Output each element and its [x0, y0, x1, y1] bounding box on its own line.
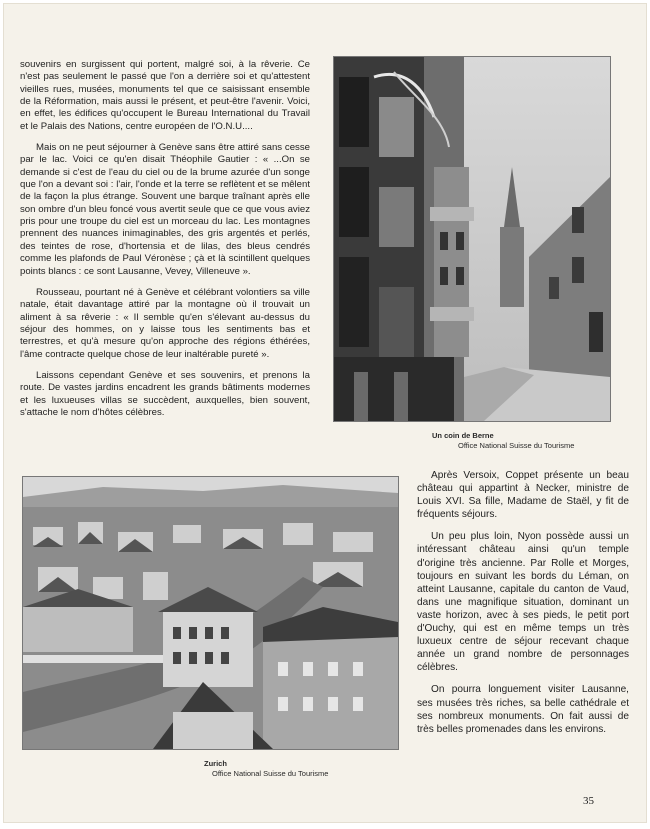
- zurich-photo: [22, 476, 399, 750]
- paragraph: Rousseau, pourtant né à Genève et célébrant volontiers sa ville natale, était davantage attiré par la montagne où il trouvait un aliment à sa rêverie : « Il semble qu'en s'élevant au-dessus du séjour des hommes, on y laisse tous les sentiments bas et terrestres, et qu'à mesure qu'on approche des régions éthérées, l'âme contracte quelque chose de leur inaltérable pureté ».: [20, 286, 310, 360]
- paragraph: Laissons cependant Genève et ses souvenirs, et prenons la route. De vastes jardins encadrent les grands bâtiments modernes et les luxueuses villas se succèdent, auxquelles, bien souvent, s'attache le nom d'hôtes célèbres.: [20, 369, 310, 418]
- caption-title: Zurich: [204, 759, 227, 768]
- paragraph: Mais on ne peut séjourner à Genève sans être attiré sans cesse par le lac. Voici ce qu'en disait Théophile Gautier : « ...On se demande si c'est de l'eau du ciel ou de la brume azurée d'un songe que l'on a devant soi : l'air, l'onde et la terre se reflètent et se mêlent de la façon la plus étrange. Souvent une barque traînant après elle son ombre d'un bleu foncé vous avertit seule que ce que vous aviez pris pour une troupe du ciel est un morceau du lac. Les montagnes prennent des nuances inimaginables, des gris argentés et perlés, des teintes de rose, d'hortensia et de lilas, des bleus cendrés comme les plafonds de Paul Véronèse ; çà et là scintillent quelques points blancs : ce sont Lausanne, Vevey, Villeneuve ».: [20, 142, 310, 277]
- paragraph: souvenirs en surgissent qui portent, malgré soi, à la rêverie. Ce n'est pas seulement le passé que l'on a derrière soi et qu'attestent vieilles rues, musées, monuments tel que ce saisissant ensemble de la Réformation, mais aussi le présent, et peut-être l'avenir. Voici, en effet, les édifices qu'occupent le Bureau International du Travail et le Palais des Nations, centre européen de l'O.N.U....: [20, 59, 310, 132]
- magazine-page: [3, 3, 647, 823]
- paragraph: Un peu plus loin, Nyon possède aussi un intéressant château ainsi qu'un temple d'origine très ancienne. Par Rolle et Morges, toujours en suivant les bords du Léman, on atteint Lausanne, capitale du canton de Vaud, dans une magnifique situation, dominant un vaste horizon, avec à ses pieds, le petit port d'Ouchy, qui est en même temps un très luxueux centre de séjour recevant chaque année un grand nombre de personnages célèbres.: [417, 531, 629, 674]
- right-text-column: [417, 469, 629, 745]
- left-text-column: [20, 59, 310, 428]
- zurich-city-illustration: [23, 477, 398, 749]
- caption-credit: Office National Suisse du Tourisme: [212, 769, 329, 778]
- page-number: 35: [583, 795, 594, 807]
- caption-title: Un coin de Berne: [432, 431, 494, 440]
- berne-photo-caption: [432, 431, 632, 451]
- zurich-photo-caption: [204, 759, 404, 779]
- paragraph: On pourra longuement visiter Lausanne, ses musées très riches, sa belle cathédrale et ses nombreux monuments. On fait aussi de très belles promenades dans les environs.: [417, 684, 629, 735]
- paragraph: Après Versoix, Coppet présente un beau château qui appartint à Necker, ministre de Louis XVI. Sa fille, Madame de Staël, y fit de fréquents séjours.: [417, 470, 629, 521]
- caption-credit: Office National Suisse du Tourisme: [458, 441, 575, 450]
- berne-street-illustration: [334, 57, 610, 421]
- berne-photo: [333, 56, 611, 422]
